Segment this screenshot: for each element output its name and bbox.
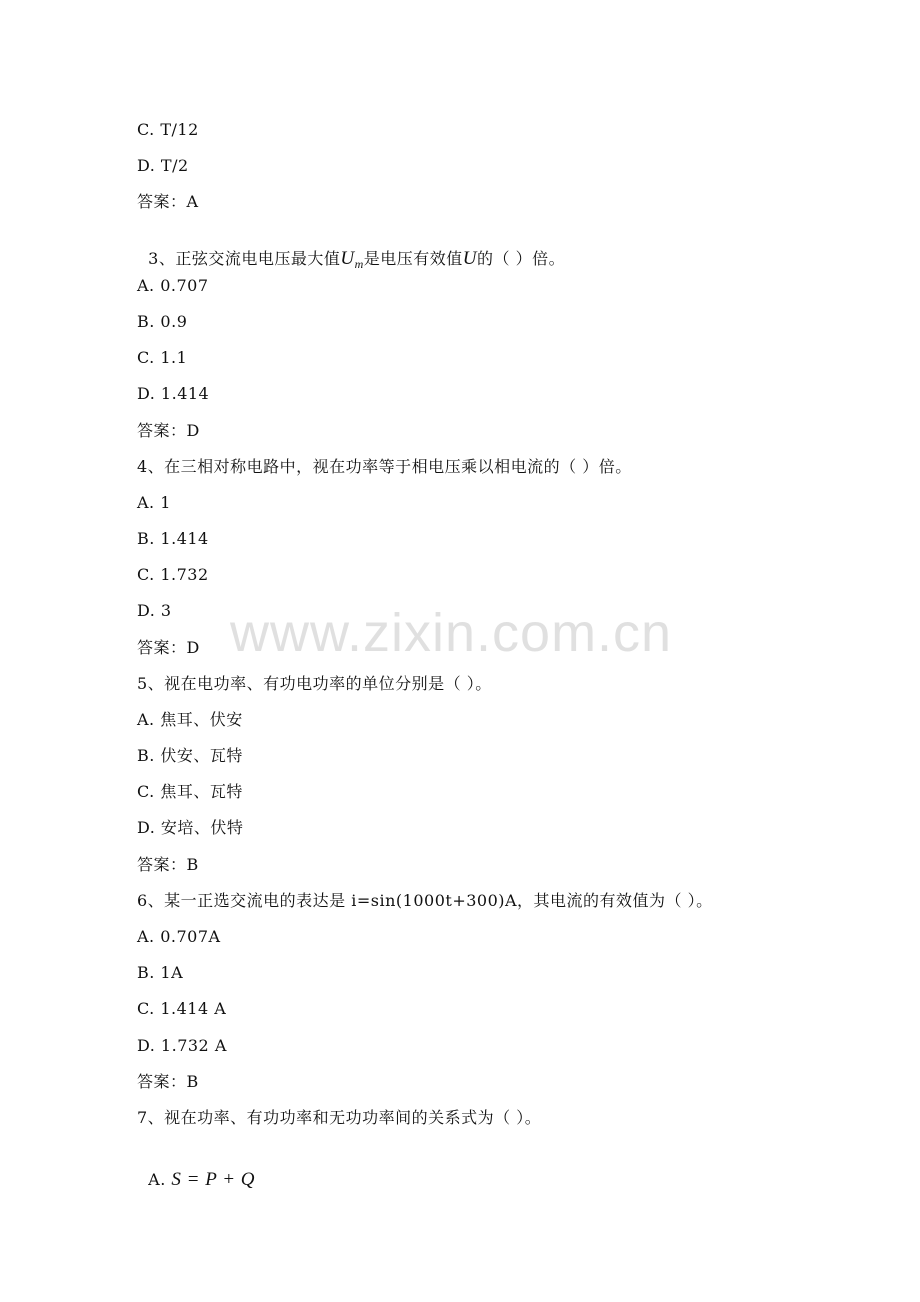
q3-option-b: B. 0.9 bbox=[137, 312, 188, 331]
question-3-middle: 是电压有效值 bbox=[363, 249, 463, 268]
q6-option-c: C. 1.414 A bbox=[137, 999, 227, 1018]
q5-option-a: A. 焦耳、伏安 bbox=[137, 710, 243, 729]
question-6: 6、某一正选交流电的表达是 i=sin(1000t+300)A，其电流的有效值为（ ）。 bbox=[137, 891, 713, 910]
math-um: $U_m$ bbox=[340, 248, 364, 271]
question-3-suffix: 的（ ）倍。 bbox=[477, 249, 566, 268]
q5-option-c: C. 焦耳、瓦特 bbox=[137, 782, 243, 801]
q4-option-c: C. 1.732 bbox=[137, 565, 209, 584]
question-4: 4、在三相对称电路中，视在功率等于相电压乘以相电流的（ ）倍。 bbox=[137, 457, 632, 476]
q7-option-a bbox=[137, 1150, 255, 1190]
q4-option-d: D. 3 bbox=[137, 601, 172, 620]
answer-6: 答案：B bbox=[137, 1072, 199, 1091]
q3-option-c: C. 1.1 bbox=[137, 348, 188, 367]
watermark: www.zixin.com.cn bbox=[230, 603, 673, 663]
q7-option-a-label: A. bbox=[148, 1170, 172, 1189]
question-3 bbox=[137, 229, 565, 274]
option-c-t12: C. T/12 bbox=[137, 120, 199, 139]
q5-option-d: D. 安培、伏特 bbox=[137, 818, 244, 837]
question-7: 7、视在功率、有功功率和无功功率间的关系式为（ ）。 bbox=[137, 1108, 542, 1127]
answer-3: 答案：D bbox=[137, 421, 200, 440]
q4-option-b: B. 1.414 bbox=[137, 529, 209, 548]
option-d-t2: D. T/2 bbox=[137, 156, 189, 175]
q3-option-a: A. 0.707 bbox=[137, 276, 209, 295]
answer-5: 答案：B bbox=[137, 855, 199, 874]
formula-s-p-q: S = P + Q bbox=[171, 1169, 256, 1190]
math-u: U bbox=[462, 248, 478, 269]
answer-4: 答案：D bbox=[137, 638, 200, 657]
q6-option-d: D. 1.732 A bbox=[137, 1036, 227, 1055]
q6-option-a: A. 0.707A bbox=[137, 927, 221, 946]
question-5: 5、视在电功率、有功电功率的单位分别是（ ）。 bbox=[137, 674, 492, 693]
q3-option-d: D. 1.414 bbox=[137, 384, 210, 403]
q4-option-a: A. 1 bbox=[137, 493, 171, 512]
q6-option-b: B. 1A bbox=[137, 963, 184, 982]
question-3-prefix: 3、正弦交流电电压最大值 bbox=[148, 249, 341, 268]
answer-2: 答案：A bbox=[137, 192, 199, 211]
q5-option-b: B. 伏安、瓦特 bbox=[137, 746, 243, 765]
